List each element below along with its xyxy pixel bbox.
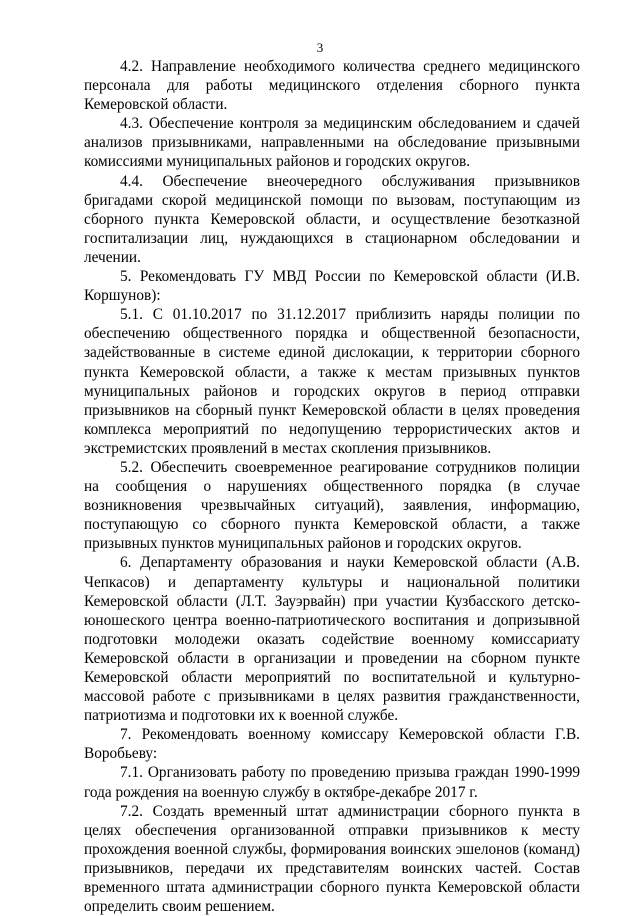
paragraph-5-1: 5.1. С 01.10.2017 по 31.12.2017 приблизить наряды полиции по обеспечению общественного порядка и общественной безопасности, задействованные в системе единой дислокации, к территории сборного пункта Кемеровской области, а также к местам призывных пунктов муниципальных районов и городских округов в период отправки призывников на сборный пункт Кемеровской области в целях проведения комплекса мероприятий по недопущению террористических актов и экстремистских проявлений в местах скопления призывников. xyxy=(84,306,580,457)
paragraph-5-2: 5.2. Обеспечить своевременное реагирование сотрудников полиции на сообщения о нарушениях общественного порядка (в случае возникновения чрезвычайных ситуаций), заявления, информацию, поступающую со сборного пункта Кемеровской области, а также призывных пунктов муниципальных районов и городских округов. xyxy=(84,458,580,553)
paragraph-7: 7. Рекомендовать военному комиссару Кемеровской области Г.В. Воробьеву: xyxy=(84,726,580,763)
paragraph-7-2: 7.2. Создать временный штат администрации сборного пункта в целях обеспечения организованной отправки призывников к месту прохождения военной службы, формирования воинских эшелонов (команд) призывников, передачи их представителям воинских частей. Состав временного штата администрации сборного пункта Кемеровской области определить своим решением. xyxy=(84,802,580,916)
paragraph-5: 5. Рекомендовать ГУ МВД России по Кемеровской области (И.В. Коршунов): xyxy=(84,268,580,305)
document-body xyxy=(84,57,580,916)
paragraph-7-1: 7.1. Организовать работу по проведению призыва граждан 1990-1999 года рождения на военную службу в октябре-декабре 2017 г. xyxy=(84,764,580,801)
paragraph-4-3: 4.3. Обеспечение контроля за медицинским обследованием и сдачей анализов призывниками, направленными на обследование призывными комиссиями муниципальных районов и городских округов. xyxy=(84,115,580,171)
paragraph-6: 6. Департаменту образования и науки Кемеровской области (А.В. Чепкасов) и департаменту культуры и национальной политики Кемеровской области (Л.Т. Зауэрвайн) при участии Кузбасского детско-юношеского центра военно-патриотического воспитания и допризывной подготовки молодежи оказать содействие военному комиссариату Кемеровской области в организации и проведении на сборном пункте Кемеровской области мероприятий по воспитательной и культурно-массовой работе с призывниками в целях развития гражданственности, патриотизма и подготовки их к военной службе. xyxy=(84,554,580,725)
paragraph-4-2: 4.2. Направление необходимого количества среднего медицинского персонала для работы медицинского отделения сборного пункта Кемеровской области. xyxy=(84,58,580,114)
paragraph-4-4: 4.4. Обеспечение внеочередного обслуживания призывников бригадами скорой медицинской помощи по вызовам, поступающим из сборного пункта Кемеровской области, и осуществление безотказной госпитализации лиц, нуждающихся в стационарном обследовании и лечении. xyxy=(84,172,580,266)
page-number: 3 xyxy=(316,40,324,55)
